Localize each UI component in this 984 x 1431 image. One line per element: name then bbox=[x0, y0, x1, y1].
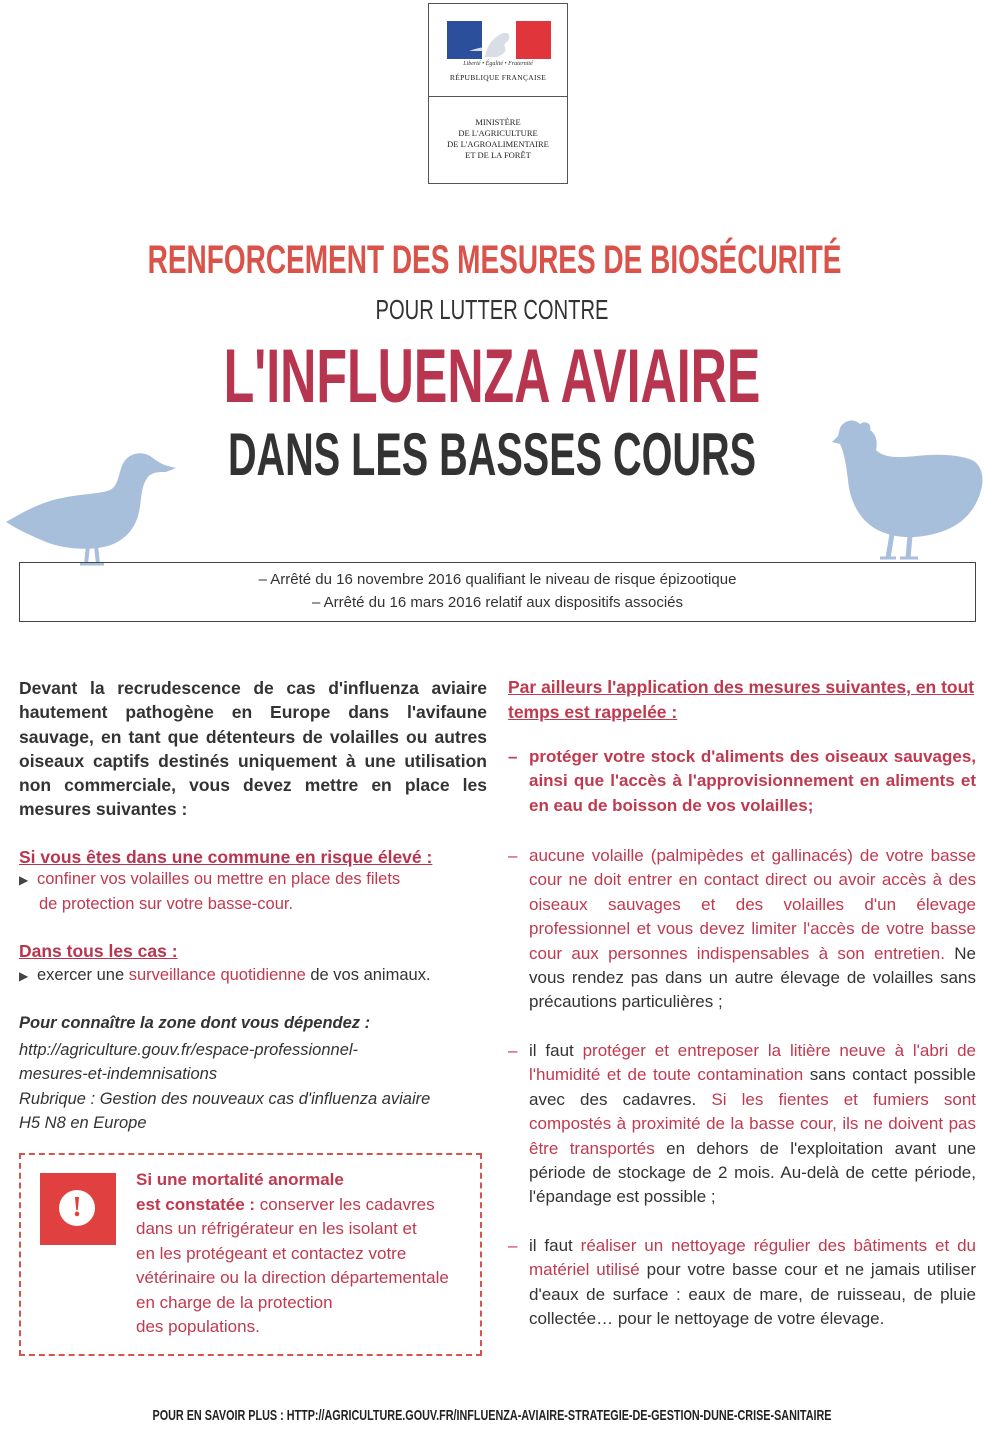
all-bullet-highlight: surveillance quotidienne bbox=[128, 966, 306, 984]
measure-text: protéger votre stock d'aliments des oiseaux sauvages, ainsi que l'accès à l'approvisionnement en aliments et en eau de boisson de vos volailles; bbox=[529, 747, 976, 815]
zone-title: Pour connaître la zone dont vous dépendez : bbox=[19, 1014, 371, 1032]
measure-item bbox=[508, 1039, 976, 1210]
zone-rubric-cont: H5 N8 en Europe bbox=[19, 1113, 147, 1132]
zone-url-cont[interactable]: mesures-et-indemnisations bbox=[19, 1065, 218, 1084]
measure-text: sans contact possible avec des cadavres. bbox=[529, 1065, 976, 1109]
measure-text: il faut bbox=[529, 1041, 574, 1060]
risk-heading: Si vous êtes dans une commune en risque élevé : bbox=[19, 847, 433, 867]
republic-logo bbox=[428, 3, 568, 184]
all-cases-heading: Dans tous les cas : bbox=[19, 941, 178, 961]
dash-bullet: – bbox=[508, 1236, 518, 1255]
duck-icon bbox=[0, 432, 180, 572]
hen-icon bbox=[826, 408, 984, 568]
measure-item bbox=[508, 844, 976, 1015]
footer-url[interactable]: HTTP://AGRICULTURE.GOUV.FR/INFLUENZA-AVIAIRE-STRATEGIE-DE-GESTION-DUNE-CRISE-SANITAIRE bbox=[286, 1407, 832, 1424]
triangle-bullet-icon: ▶ bbox=[19, 969, 29, 983]
alert-line: dans un réfrigérateur en les isolant et bbox=[136, 1219, 417, 1238]
title-line-4: DANS LES BASSES COURS bbox=[227, 421, 757, 488]
alert-text bbox=[136, 1168, 466, 1340]
triangle-bullet-icon: ▶ bbox=[19, 873, 29, 887]
logo-motto: Liberté • Égalité • Fraternité bbox=[463, 61, 533, 67]
zone-info bbox=[19, 1038, 487, 1135]
intro-paragraph: Devant la recrudescence de cas d'influenza aviaire hautement pathogène en Europe dans l'avifaune sauvage, en tant que détenteurs de volailles ou autres oiseaux captifs destinés uniquement à une utilisation non commerciale, vous devez mettre en place les mesures suivantes : bbox=[19, 678, 487, 820]
measure-text-highlight: protéger et entreposer la litière neuve à l'abri de l'humidité et de toute contamination bbox=[529, 1041, 976, 1085]
zone-rubric: Rubrique : Gestion des nouveaux cas d'influenza aviaire bbox=[19, 1089, 431, 1108]
zone-url[interactable]: http://agriculture.gouv.fr/espace-professionnel- bbox=[19, 1041, 359, 1059]
alert-bold: Si une mortalité anormale bbox=[136, 1170, 344, 1189]
ministry-line: DE L'AGRICULTURE bbox=[458, 128, 538, 138]
risk-bullet bbox=[19, 867, 489, 916]
measure-text-highlight: réaliser un nettoyage régulier des bâtiments et du matériel utilisé bbox=[529, 1236, 976, 1280]
ministry-line: DE L'AGROALIMENTAIRE bbox=[447, 139, 549, 149]
footer bbox=[138, 1407, 846, 1424]
decree-line: – Arrêté du 16 mars 2016 relatif aux dispositifs associés bbox=[311, 594, 684, 611]
measure-text: en dehors de l'exploitation avant une période de stockage de 2 mois. Au-delà de cette période, l'épandage est possible ; bbox=[529, 1138, 976, 1207]
alert-line: en les protégeant et contactez votre bbox=[136, 1243, 407, 1263]
risk-bullet-text: confiner vos volailles ou mettre en place des filets bbox=[37, 870, 401, 888]
alert-line: en charge de la protection bbox=[136, 1292, 333, 1312]
dash-bullet: – bbox=[508, 747, 518, 766]
marianne-flag-icon bbox=[447, 21, 551, 59]
exclamation-icon: ! bbox=[59, 1190, 95, 1226]
right-heading: Par ailleurs l'application des mesures suivantes, en tout temps est rappelée : bbox=[508, 677, 975, 722]
dash-bullet: – bbox=[508, 846, 518, 865]
measure-text: pour votre basse cour et ne jamais utiliser d'eaux de surface : eaux de mare, de ruisseau, de pluie collectée… pour le nettoyage de votre élevage. bbox=[529, 1260, 977, 1329]
logo-top bbox=[429, 4, 567, 97]
decree-line: – Arrêté du 16 novembre 2016 qualifiant le niveau de risque épizootique bbox=[258, 571, 737, 588]
alert-line: vétérinaire ou la direction départementale bbox=[136, 1268, 449, 1287]
all-cases-bullet bbox=[19, 963, 489, 988]
measure-item bbox=[508, 745, 976, 818]
ministry-line: MINISTÈRE bbox=[475, 117, 521, 127]
measure-text: il faut bbox=[529, 1236, 573, 1255]
risk-bullet-text-cont: de protection sur votre basse-cour. bbox=[39, 895, 294, 913]
measure-text-highlight: Si les fientes et fumiers sont compostés à proximité de la basse cour, ils ne doivent pas être transportés bbox=[529, 1089, 976, 1158]
footer-label: POUR EN SAVOIR PLUS : bbox=[152, 1407, 284, 1424]
alert-line: conserver les cadavres bbox=[259, 1194, 435, 1214]
logo-republic: RÉPUBLIQUE FRANÇAISE bbox=[449, 73, 547, 82]
logo-ministry bbox=[429, 117, 567, 161]
all-bullet-post: de vos animaux. bbox=[310, 966, 431, 984]
measure-item bbox=[508, 1234, 976, 1332]
title-line-1: RENFORCEMENT DES MESURES DE BIOSÉCURITÉ bbox=[147, 238, 842, 282]
ministry-line: ET DE LA FORÊT bbox=[465, 150, 531, 160]
alert-line: des populations. bbox=[136, 1317, 260, 1336]
measure-text-highlight: aucune volaille (palmipèdes et gallinacés) de votre basse cour ne doit entrer en contact direct ou avoir accès à des oiseaux sauvages et des volailles d'un élevage professionnel et vous devez limiter l'accès de votre basse cour aux personnes indispensables à son entretien. bbox=[529, 846, 976, 963]
decree-box bbox=[19, 562, 976, 622]
title-line-2: POUR LUTTER CONTRE bbox=[375, 294, 609, 325]
alert-bold: est constatée : bbox=[136, 1194, 256, 1214]
measure-text: Ne vous rendez pas dans un autre élevage de volailles sans précautions particulières ; bbox=[529, 943, 976, 1012]
dash-bullet: – bbox=[508, 1041, 518, 1060]
title-line-3: L'INFLUENZA AVIAIRE bbox=[223, 334, 761, 419]
all-bullet-pre: exercer une bbox=[37, 966, 125, 984]
alert-icon bbox=[40, 1173, 116, 1245]
